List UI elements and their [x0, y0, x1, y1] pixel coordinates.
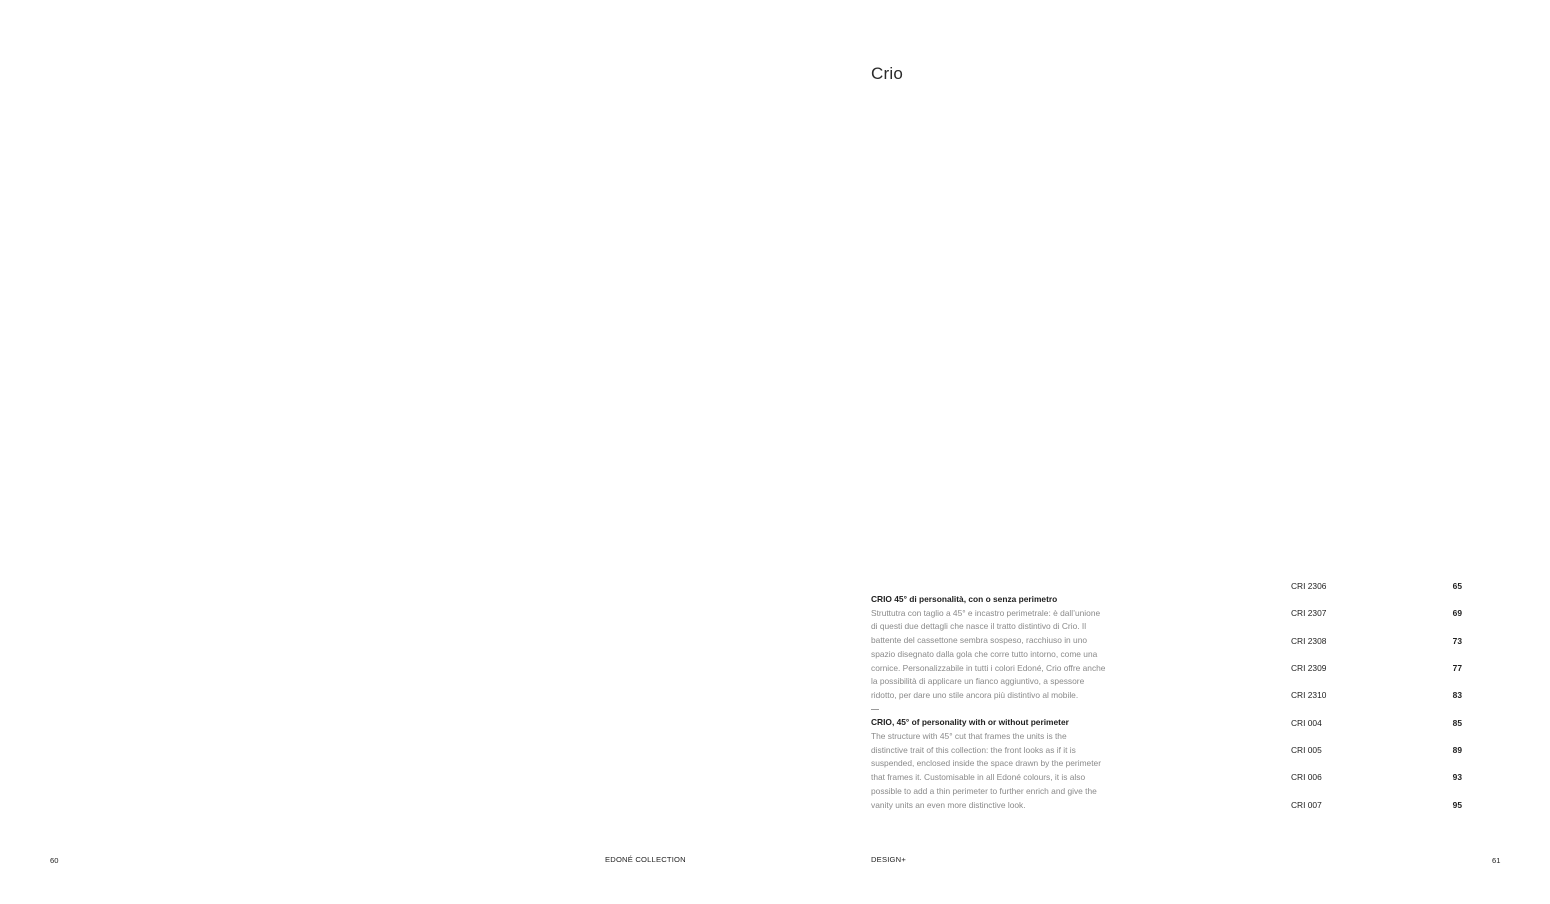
product-code: CRI 2307 [1291, 608, 1327, 619]
english-line: possible to add a thin perimeter to further enrich and give the [871, 785, 1097, 796]
page-reference: 65 [1452, 581, 1462, 591]
italian-line: battente del cassettone sembra sospeso, racchiuso in uno [871, 635, 1088, 646]
italian-line: la possibilità di applicare un fianco aggiuntivo, a spessore [871, 676, 1085, 687]
left-page-number: 60 [50, 856, 59, 865]
code-row[interactable] [1291, 688, 1466, 715]
page-reference: 89 [1452, 745, 1462, 756]
product-code: CRI 006 [1291, 772, 1322, 783]
page-reference: 77 [1452, 663, 1462, 674]
english-line: The structure with 45° cut that frames the units is the [871, 731, 1067, 742]
page-reference: 93 [1452, 772, 1462, 783]
english-heading: CRIO, 45° of personality with or without perimeter [871, 717, 1069, 728]
right-page-number: 61 [1492, 856, 1501, 865]
left-footer-label: EDONÉ COLLECTION [605, 855, 686, 864]
page-reference: 83 [1452, 690, 1462, 701]
language-divider [871, 703, 1141, 717]
description-block [871, 593, 1141, 812]
code-row[interactable] [1291, 606, 1466, 633]
code-row[interactable] [1291, 770, 1466, 797]
code-row[interactable] [1291, 716, 1466, 743]
english-line: that frames it. Customisable in all Edoné colours, it is also [871, 772, 1086, 783]
italian-line: di questi due dettagli che nasce il tratto distintivo di Crio. Il [871, 621, 1087, 632]
italian-line: Struttutra con taglio a 45° e incastro perimetrale: è dall’unione [871, 607, 1101, 618]
product-code: CRI 2310 [1291, 690, 1327, 701]
english-line: suspended, enclosed inside the space drawn by the perimeter [871, 758, 1101, 769]
product-code: CRI 005 [1291, 745, 1322, 756]
page-title: Crio [871, 64, 903, 83]
product-code: CRI 007 [1291, 799, 1322, 810]
english-line: distinctive trait of this collection: the front looks as if it is [871, 744, 1076, 755]
page-reference: 95 [1452, 799, 1462, 810]
product-code: CRI 2306 [1291, 581, 1327, 591]
code-row[interactable] [1291, 661, 1466, 688]
code-row[interactable] [1291, 579, 1466, 606]
code-row[interactable] [1291, 798, 1466, 825]
italian-line: cornice. Personalizzabile in tutti i colori Edoné, Crio offre anche [871, 662, 1106, 673]
product-code: CRI 2308 [1291, 635, 1327, 646]
product-code-index [1291, 579, 1466, 825]
product-code: CRI 2309 [1291, 663, 1327, 674]
product-code: CRI 004 [1291, 717, 1322, 728]
italian-line: spazio disegnato dalla gola che corre tutto intorno, come una [871, 648, 1098, 659]
right-footer-label: DESIGN+ [871, 855, 906, 864]
italian-heading: CRIO 45° di personalità, con o senza perimetro [871, 594, 1058, 604]
page-reference: 85 [1452, 717, 1462, 728]
page-reference: 73 [1452, 635, 1462, 646]
italian-line: ridotto, per dare uno stile ancora più distintivo al mobile. [871, 689, 1079, 700]
code-row[interactable] [1291, 743, 1466, 770]
english-line: vanity units an even more distinctive look. [871, 799, 1026, 810]
page-reference: 69 [1452, 608, 1462, 619]
code-row[interactable] [1291, 634, 1466, 661]
